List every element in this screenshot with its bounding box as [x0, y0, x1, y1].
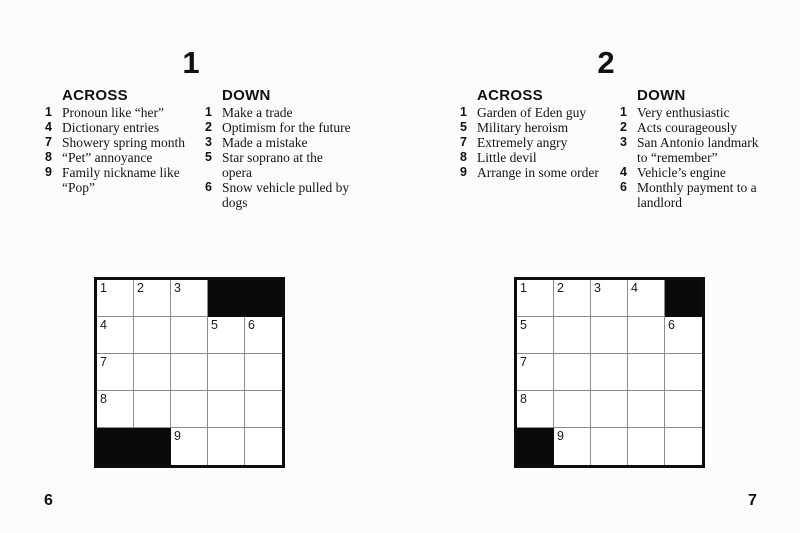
puzzle-number: 2	[597, 45, 615, 80]
cell-number: 4	[100, 318, 107, 332]
clue-number: 5	[460, 120, 467, 134]
clue-number: 3	[205, 135, 212, 149]
grid-cell	[517, 280, 554, 317]
grid-cell	[245, 391, 282, 428]
clue-text: Showery spring month	[62, 135, 185, 150]
clue-number: 1	[460, 105, 467, 119]
clue-text: “Pet” annoyance	[62, 150, 153, 165]
clue-item	[200, 120, 353, 135]
clue-number: 4	[45, 120, 52, 134]
clue-item	[615, 180, 768, 210]
black-cell	[245, 280, 282, 317]
grid-cell	[665, 391, 702, 428]
grid-cell	[554, 280, 591, 317]
clue-number: 4	[620, 165, 627, 179]
grid-cell	[208, 317, 245, 354]
page-number-left: 6	[44, 492, 53, 509]
clue-item	[615, 135, 768, 165]
clue-text: Star soprano at the opera	[222, 150, 323, 180]
clue-item	[455, 120, 608, 135]
cell-number: 9	[557, 429, 564, 443]
grid-cell	[628, 428, 665, 465]
grid-cell	[171, 317, 208, 354]
grid-cell	[134, 354, 171, 391]
grid-cell	[245, 354, 282, 391]
black-cell	[134, 428, 171, 465]
grid-cell	[665, 317, 702, 354]
across-heading: ACROSS	[477, 87, 543, 104]
down-column	[200, 88, 360, 210]
grid-cell	[628, 354, 665, 391]
grid-cell	[171, 428, 208, 465]
clue-item	[200, 150, 353, 180]
clue-number: 3	[620, 135, 627, 149]
clue-text: Family nickname like “Pop”	[62, 165, 180, 195]
cell-number: 6	[668, 318, 675, 332]
clue-item	[615, 120, 768, 135]
clue-text: Vehicle’s engine	[637, 165, 726, 180]
clue-text: Acts courageously	[637, 120, 738, 135]
grid-cell	[665, 428, 702, 465]
clue-number: 7	[45, 135, 52, 149]
clue-text: Extremely angry	[477, 135, 568, 150]
black-cell	[517, 428, 554, 465]
grid-cell	[554, 317, 591, 354]
clue-number: 5	[205, 150, 212, 164]
grid-cell	[591, 428, 628, 465]
clue-number: 2	[205, 120, 212, 134]
down-heading: DOWN	[222, 87, 271, 104]
clue-text: Garden of Eden guy	[477, 105, 587, 120]
clue-number: 1	[620, 105, 627, 119]
cell-number: 8	[100, 392, 107, 406]
clue-text: Pronoun like “her”	[62, 105, 164, 120]
grid-cell	[245, 317, 282, 354]
clue-number: 8	[45, 150, 52, 164]
clue-item	[200, 105, 353, 120]
grid-cell	[171, 354, 208, 391]
clue-number: 2	[620, 120, 627, 134]
grid-cell	[134, 391, 171, 428]
black-cell	[97, 428, 134, 465]
clue-text: San Antonio landmark to “remember”	[637, 135, 759, 165]
clue-item	[40, 165, 193, 195]
puzzle-number: 1	[182, 45, 200, 80]
grid-cell	[517, 391, 554, 428]
clue-text: Military heroism	[477, 120, 569, 135]
grid-cell	[591, 354, 628, 391]
clue-text: Monthly payment to a landlord	[637, 180, 757, 210]
clue-text: Little devil	[477, 150, 537, 165]
clues-block	[455, 88, 775, 210]
grid-cell	[97, 391, 134, 428]
crossword-grid	[514, 277, 705, 468]
cell-number: 8	[520, 392, 527, 406]
black-cell	[665, 280, 702, 317]
grid-cell	[97, 280, 134, 317]
clue-text: Made a mistake	[222, 135, 308, 150]
clue-item	[40, 120, 193, 135]
clue-number: 1	[205, 105, 212, 119]
puzzle-1	[40, 44, 370, 484]
clue-text: Arrange in some order	[477, 165, 599, 180]
grid-cell	[208, 428, 245, 465]
clue-item	[455, 105, 608, 120]
cell-number: 2	[137, 281, 144, 295]
down-column	[615, 88, 775, 210]
cell-number: 4	[631, 281, 638, 295]
grid-cell	[134, 317, 171, 354]
clue-number: 8	[460, 150, 467, 164]
down-clues	[200, 105, 360, 210]
clue-number: 6	[620, 180, 627, 194]
grid-cell	[134, 280, 171, 317]
cell-number: 7	[100, 355, 107, 369]
grid-cell	[97, 354, 134, 391]
clue-number: 6	[205, 180, 212, 194]
cell-number: 1	[520, 281, 527, 295]
grid-cell	[208, 391, 245, 428]
clue-number: 9	[45, 165, 52, 179]
cell-number: 9	[174, 429, 181, 443]
grid-cell	[208, 354, 245, 391]
clue-item	[40, 150, 193, 165]
grid-cell	[97, 317, 134, 354]
across-clues	[455, 105, 615, 180]
clue-text: Dictionary entries	[62, 120, 160, 135]
grid-cell	[517, 354, 554, 391]
crossword-grid	[94, 277, 285, 468]
cell-number: 2	[557, 281, 564, 295]
grid-cell	[554, 428, 591, 465]
clue-item	[615, 105, 768, 120]
grid-cell	[171, 280, 208, 317]
clues-block	[40, 88, 360, 210]
clue-text: Make a trade	[222, 105, 293, 120]
grid-cell	[245, 428, 282, 465]
grid-cell	[554, 391, 591, 428]
cell-number: 3	[594, 281, 601, 295]
grid-cell	[665, 354, 702, 391]
clue-item	[455, 150, 608, 165]
clue-item	[40, 105, 193, 120]
grid-cell	[554, 354, 591, 391]
clue-item	[455, 135, 608, 150]
puzzle-2	[455, 44, 785, 484]
across-column	[455, 88, 615, 210]
black-cell	[208, 280, 245, 317]
clue-item	[200, 135, 353, 150]
grid-cell	[628, 317, 665, 354]
grid-cell	[517, 317, 554, 354]
clue-item	[200, 180, 353, 210]
cell-number: 3	[174, 281, 181, 295]
clue-text: Optimism for the future	[222, 120, 351, 135]
grid-cell	[171, 391, 208, 428]
across-clues	[40, 105, 200, 195]
grid-cell	[628, 280, 665, 317]
clue-number: 7	[460, 135, 467, 149]
across-column	[40, 88, 200, 210]
cell-number: 7	[520, 355, 527, 369]
clue-number: 1	[45, 105, 52, 119]
clue-item	[455, 165, 608, 180]
cell-number: 6	[248, 318, 255, 332]
across-heading: ACROSS	[62, 87, 128, 104]
clue-text: Snow vehicle pulled by dogs	[222, 180, 350, 210]
grid-cell	[591, 280, 628, 317]
cell-number: 5	[211, 318, 218, 332]
grid-cell	[591, 317, 628, 354]
down-heading: DOWN	[637, 87, 686, 104]
clue-number: 9	[460, 165, 467, 179]
grid-cell	[628, 391, 665, 428]
clue-item	[615, 165, 768, 180]
clue-text: Very enthusiastic	[637, 105, 730, 120]
grid-cell	[591, 391, 628, 428]
cell-number: 1	[100, 281, 107, 295]
page-number-right: 7	[748, 492, 757, 509]
clue-item	[40, 135, 193, 150]
cell-number: 5	[520, 318, 527, 332]
down-clues	[615, 105, 775, 210]
